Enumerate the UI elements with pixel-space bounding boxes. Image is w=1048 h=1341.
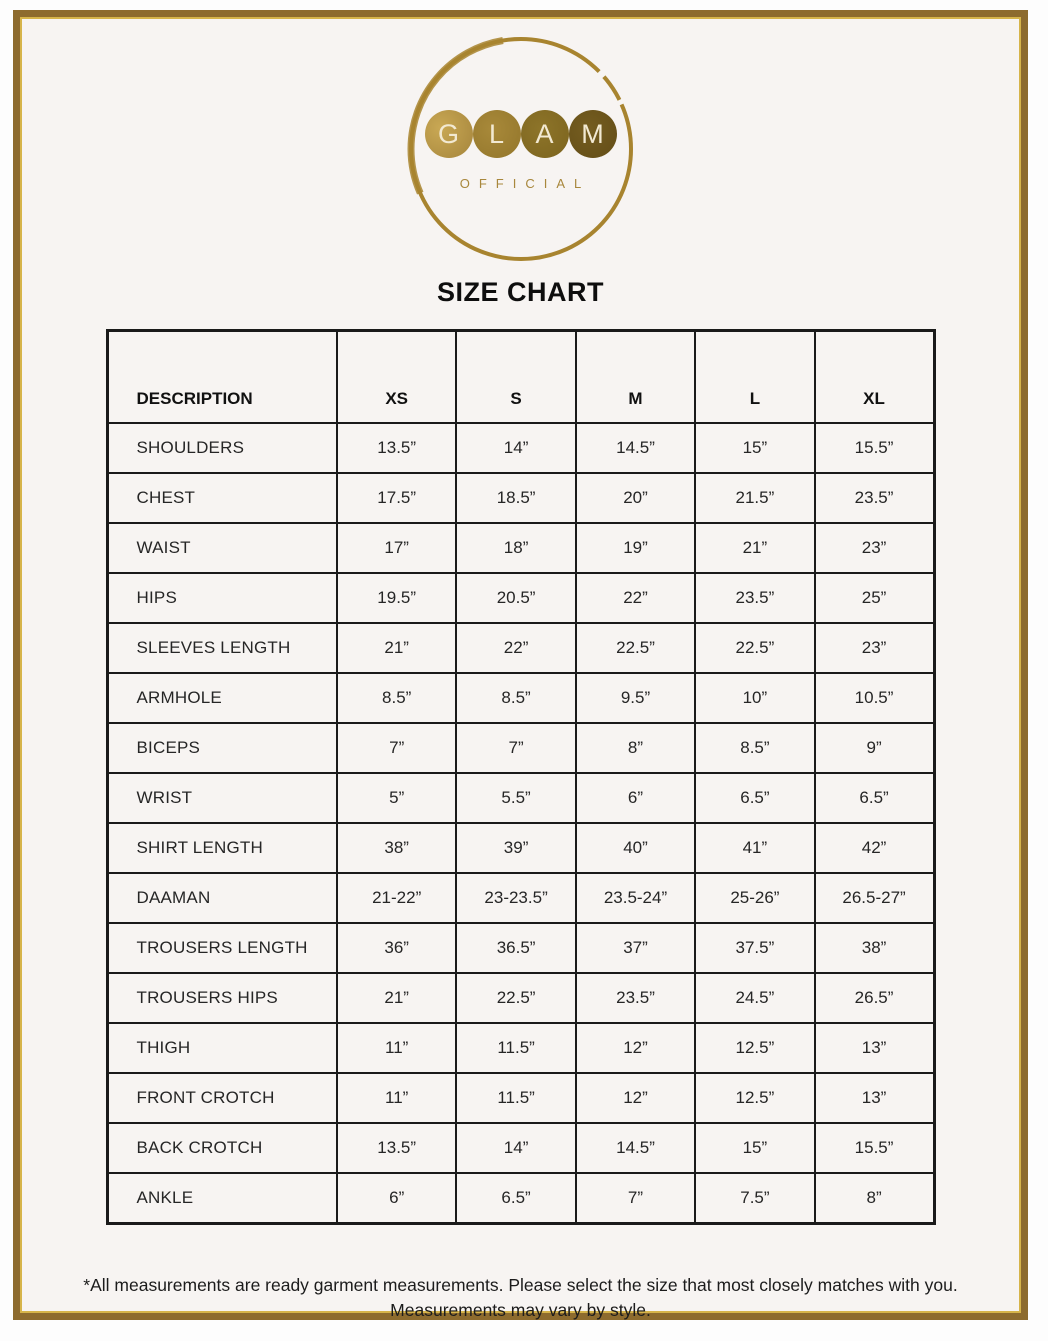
- measurement-cell: 8.5”: [695, 723, 814, 773]
- measurement-cell: 13.5”: [337, 1123, 456, 1173]
- table-row: [107, 423, 934, 473]
- measurement-cell: 19.5”: [337, 573, 456, 623]
- measurement-cell: 12.5”: [695, 1023, 814, 1073]
- measurement-cell: 22”: [576, 573, 695, 623]
- measurement-cell: 41”: [695, 823, 814, 873]
- row-label: WAIST: [107, 523, 337, 573]
- measurement-cell: 21.5”: [695, 473, 814, 523]
- row-label: FRONT CROTCH: [107, 1073, 337, 1123]
- measurement-cell: 20.5”: [456, 573, 575, 623]
- measurement-cell: 21”: [695, 523, 814, 573]
- measurement-cell: 8”: [576, 723, 695, 773]
- column-header-s: S: [456, 331, 575, 424]
- measurement-cell: 23.5”: [576, 973, 695, 1023]
- table-row: [107, 1073, 934, 1123]
- footnote-line-1: *All measurements are ready garment measurements. Please select the size that most closely matches with you.: [83, 1275, 958, 1295]
- measurement-cell: 14.5”: [576, 423, 695, 473]
- logo-subtitle: OFFICIAL: [459, 176, 591, 191]
- measurement-cell: 39”: [456, 823, 575, 873]
- measurement-cell: 40”: [576, 823, 695, 873]
- table-row: [107, 573, 934, 623]
- table-row: [107, 623, 934, 673]
- table-row: [107, 973, 934, 1023]
- footnote-line-2: Measurements may vary by style.: [390, 1300, 651, 1321]
- measurement-cell: 6.5”: [456, 1173, 575, 1224]
- measurement-cell: 38”: [815, 923, 934, 973]
- table-row: [107, 1023, 934, 1073]
- row-label: SLEEVES LENGTH: [107, 623, 337, 673]
- measurement-cell: 7”: [576, 1173, 695, 1224]
- column-header-m: M: [576, 331, 695, 424]
- measurement-cell: 36”: [337, 923, 456, 973]
- logo-letter: G: [437, 118, 459, 149]
- measurement-cell: 22.5”: [695, 623, 814, 673]
- measurement-cell: 14”: [456, 423, 575, 473]
- measurement-cell: 20”: [576, 473, 695, 523]
- measurement-cell: 26.5-27”: [815, 873, 934, 923]
- page-title: SIZE CHART: [437, 277, 604, 307]
- measurement-cell: 14.5”: [576, 1123, 695, 1173]
- brand-logo: [401, 33, 641, 269]
- measurement-cell: 11”: [337, 1023, 456, 1073]
- column-header-xl: XL: [815, 331, 934, 424]
- row-label: ANKLE: [107, 1173, 337, 1224]
- measurement-cell: 15.5”: [815, 1123, 934, 1173]
- measurement-cell: 23-23.5”: [456, 873, 575, 923]
- logo-letter-circle: [521, 110, 569, 158]
- measurement-cell: 37.5”: [695, 923, 814, 973]
- row-label: THIGH: [107, 1023, 337, 1073]
- measurement-cell: 6.5”: [815, 773, 934, 823]
- column-header-xs: XS: [337, 331, 456, 424]
- measurement-cell: 15”: [695, 423, 814, 473]
- measurement-cell: 9”: [815, 723, 934, 773]
- table-row: [107, 823, 934, 873]
- row-label: BACK CROTCH: [107, 1123, 337, 1173]
- table-body: [107, 423, 934, 1224]
- table-row: [107, 723, 934, 773]
- measurement-cell: 10.5”: [815, 673, 934, 723]
- table-row: [107, 1173, 934, 1224]
- measurement-cell: 12.5”: [695, 1073, 814, 1123]
- logo-letter: A: [535, 118, 554, 149]
- measurement-cell: 23.5-24”: [576, 873, 695, 923]
- measurement-cell: 22”: [456, 623, 575, 673]
- gold-frame: [13, 10, 1028, 1320]
- measurement-cell: 8”: [815, 1173, 934, 1224]
- row-label: DAAMAN: [107, 873, 337, 923]
- measurement-cell: 37”: [576, 923, 695, 973]
- table-header: [107, 331, 934, 424]
- measurement-cell: 7”: [337, 723, 456, 773]
- measurement-cell: 42”: [815, 823, 934, 873]
- measurement-cell: 21”: [337, 973, 456, 1023]
- measurement-cell: 19”: [576, 523, 695, 573]
- measurement-cell: 8.5”: [337, 673, 456, 723]
- logo-letter: M: [581, 118, 604, 149]
- measurement-cell: 24.5”: [695, 973, 814, 1023]
- measurement-cell: 7.5”: [695, 1173, 814, 1224]
- row-label: SHOULDERS: [107, 423, 337, 473]
- measurement-cell: 5.5”: [456, 773, 575, 823]
- size-chart-table: [106, 329, 936, 1225]
- column-header-l: L: [695, 331, 814, 424]
- measurement-cell: 11”: [337, 1073, 456, 1123]
- measurement-cell: 18”: [456, 523, 575, 573]
- row-label: TROUSERS LENGTH: [107, 923, 337, 973]
- measurement-cell: 23”: [815, 523, 934, 573]
- measurement-cell: 15.5”: [815, 423, 934, 473]
- measurement-cell: 11.5”: [456, 1073, 575, 1123]
- measurement-cell: 21”: [337, 623, 456, 673]
- row-label: BICEPS: [107, 723, 337, 773]
- logo-letter-circle: [569, 110, 617, 158]
- measurement-cell: 18.5”: [456, 473, 575, 523]
- measurement-cell: 9.5”: [576, 673, 695, 723]
- measurement-cell: 23.5”: [815, 473, 934, 523]
- footnote: [20, 1273, 1021, 1324]
- header-row: [107, 331, 934, 424]
- table-row: [107, 873, 934, 923]
- row-label: CHEST: [107, 473, 337, 523]
- measurement-cell: 7”: [456, 723, 575, 773]
- measurement-cell: 13.5”: [337, 423, 456, 473]
- logo-letter-circles: [425, 110, 617, 158]
- measurement-cell: 22.5”: [576, 623, 695, 673]
- measurement-cell: 26.5”: [815, 973, 934, 1023]
- measurement-cell: 13”: [815, 1023, 934, 1073]
- measurement-cell: 6”: [337, 1173, 456, 1224]
- table-row: [107, 923, 934, 973]
- logo-letter-circle: [473, 110, 521, 158]
- measurement-cell: 25-26”: [695, 873, 814, 923]
- row-label: WRIST: [107, 773, 337, 823]
- row-label: SHIRT LENGTH: [107, 823, 337, 873]
- measurement-cell: 38”: [337, 823, 456, 873]
- table-row: [107, 1123, 934, 1173]
- measurement-cell: 8.5”: [456, 673, 575, 723]
- measurement-cell: 17”: [337, 523, 456, 573]
- table-row: [107, 773, 934, 823]
- measurement-cell: 11.5”: [456, 1023, 575, 1073]
- table-row: [107, 523, 934, 573]
- table-row: [107, 473, 934, 523]
- row-label: TROUSERS HIPS: [107, 973, 337, 1023]
- measurement-cell: 10”: [695, 673, 814, 723]
- measurement-cell: 22.5”: [456, 973, 575, 1023]
- measurement-cell: 23.5”: [695, 573, 814, 623]
- measurement-cell: 14”: [456, 1123, 575, 1173]
- measurement-cell: 12”: [576, 1073, 695, 1123]
- measurement-cell: 13”: [815, 1073, 934, 1123]
- measurement-cell: 6”: [576, 773, 695, 823]
- logo-letter-circle: [425, 110, 473, 158]
- measurement-cell: 15”: [695, 1123, 814, 1173]
- column-header-description: DESCRIPTION: [107, 331, 337, 424]
- measurement-cell: 12”: [576, 1023, 695, 1073]
- row-label: ARMHOLE: [107, 673, 337, 723]
- table-row: [107, 673, 934, 723]
- logo-letter: L: [488, 118, 505, 149]
- measurement-cell: 6.5”: [695, 773, 814, 823]
- measurement-cell: 5”: [337, 773, 456, 823]
- measurement-cell: 25”: [815, 573, 934, 623]
- measurement-cell: 21-22”: [337, 873, 456, 923]
- measurement-cell: 17.5”: [337, 473, 456, 523]
- row-label: HIPS: [107, 573, 337, 623]
- measurement-cell: 23”: [815, 623, 934, 673]
- measurement-cell: 36.5”: [456, 923, 575, 973]
